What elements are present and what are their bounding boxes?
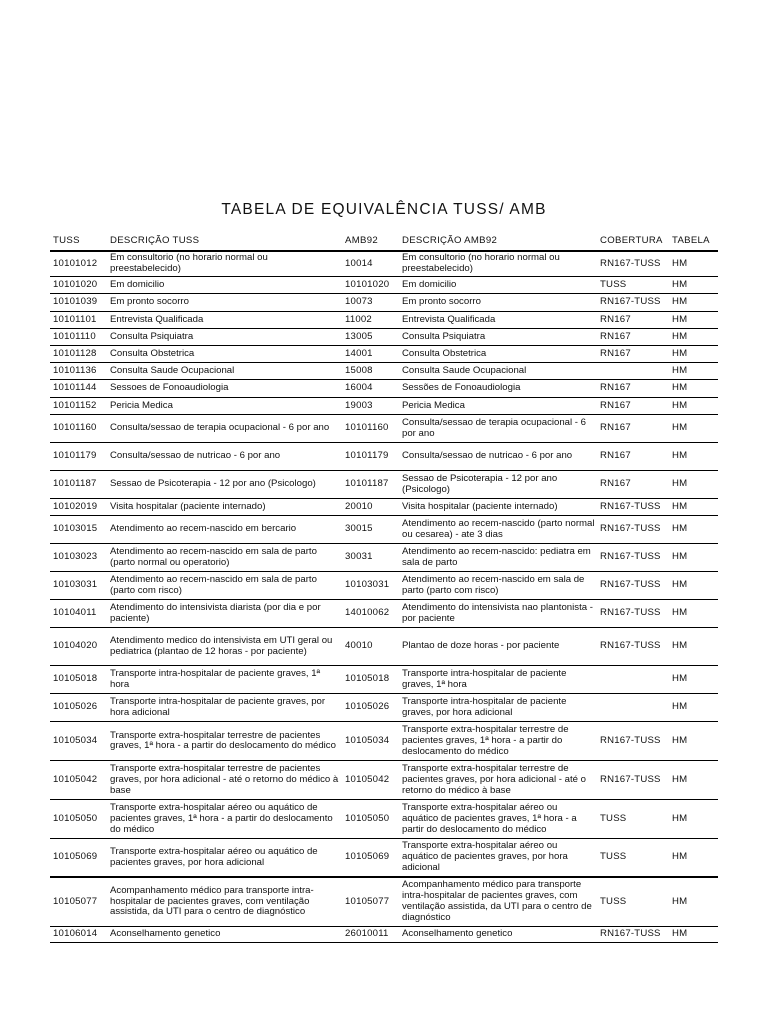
cell-descricao-tuss: Transporte extra-hospitalar terrestre de pacientes graves, por hora adicional - até o retorno do médico à base bbox=[107, 761, 342, 800]
cell-descricao-tuss: Consulta Psiquiatra bbox=[107, 329, 342, 346]
cell-tabela: HM bbox=[669, 312, 718, 329]
cell-amb92-code: 10101187 bbox=[342, 471, 399, 499]
cell-tuss-code: 10101110 bbox=[50, 329, 107, 346]
cell-tabela: HM bbox=[669, 499, 718, 516]
cell-tuss-code: 10105069 bbox=[50, 839, 107, 877]
cell-tabela: HM bbox=[669, 572, 718, 600]
cell-descricao-tuss: Entrevista Qualificada bbox=[107, 312, 342, 329]
cell-tabela: HM bbox=[669, 329, 718, 346]
cell-descricao-amb92: Consulta Saude Ocupacional bbox=[399, 363, 597, 380]
cell-amb92-code: 10014 bbox=[342, 251, 399, 277]
header-descricao-amb92: DESCRIÇÃO AMB92 bbox=[399, 232, 597, 251]
cell-descricao-tuss: Atendimento ao recem-nascido em bercario bbox=[107, 516, 342, 544]
table-row bbox=[50, 800, 718, 839]
cell-descricao-tuss: Consulta Obstetrica bbox=[107, 346, 342, 363]
cell-descricao-amb92: Transporte intra-hospitalar de paciente graves, por hora adicional bbox=[399, 694, 597, 722]
table-row bbox=[50, 398, 718, 415]
cell-descricao-tuss: Atendimento do intensivista diarista (por dia e por paciente) bbox=[107, 600, 342, 628]
cell-tabela: HM bbox=[669, 877, 718, 927]
cell-tuss-code: 10101136 bbox=[50, 363, 107, 380]
cell-descricao-amb92: Transporte intra-hospitalar de paciente graves, 1ª hora bbox=[399, 666, 597, 694]
cell-tabela: HM bbox=[669, 471, 718, 499]
cell-descricao-tuss: Transporte extra-hospitalar aéreo ou aquático de pacientes graves, 1ª hora - a partir do deslocamento do médico bbox=[107, 800, 342, 839]
cell-amb92-code: 14010062 bbox=[342, 600, 399, 628]
cell-cobertura bbox=[597, 694, 669, 722]
table-row bbox=[50, 877, 718, 927]
cell-amb92-code: 30015 bbox=[342, 516, 399, 544]
header-tuss: TUSS bbox=[50, 232, 107, 251]
table-row bbox=[50, 600, 718, 628]
cell-tuss-code: 10101179 bbox=[50, 443, 107, 471]
cell-descricao-amb92: Em consultorio (no horario normal ou preestabelecido) bbox=[399, 251, 597, 277]
cell-amb92-code: 10073 bbox=[342, 294, 399, 312]
cell-tuss-code: 10101012 bbox=[50, 251, 107, 277]
table-row bbox=[50, 761, 718, 800]
cell-tabela: HM bbox=[669, 839, 718, 877]
cell-amb92-code: 10105050 bbox=[342, 800, 399, 839]
cell-descricao-amb92: Consulta/sessao de nutricao - 6 por ano bbox=[399, 443, 597, 471]
cell-cobertura: RN167-TUSS bbox=[597, 499, 669, 516]
cell-descricao-amb92: Transporte extra-hospitalar aéreo ou aquático de pacientes graves, 1ª hora - a partir do deslocamento do médico bbox=[399, 800, 597, 839]
cell-cobertura: TUSS bbox=[597, 877, 669, 927]
cell-tabela: HM bbox=[669, 694, 718, 722]
cell-cobertura: RN167 bbox=[597, 443, 669, 471]
cell-descricao-amb92: Aconselhamento genetico bbox=[399, 927, 597, 943]
cell-tuss-code: 10103031 bbox=[50, 572, 107, 600]
cell-tuss-code: 10104020 bbox=[50, 628, 107, 666]
table-row bbox=[50, 415, 718, 443]
cell-amb92-code: 10101020 bbox=[342, 277, 399, 294]
cell-tabela: HM bbox=[669, 363, 718, 380]
table-row bbox=[50, 516, 718, 544]
cell-amb92-code: 10101160 bbox=[342, 415, 399, 443]
cell-descricao-amb92: Em domicilio bbox=[399, 277, 597, 294]
cell-descricao-amb92: Atendimento do intensivista nao plantonista - por paciente bbox=[399, 600, 597, 628]
cell-amb92-code: 20010 bbox=[342, 499, 399, 516]
cell-tuss-code: 10101144 bbox=[50, 380, 107, 398]
cell-amb92-code: 10105018 bbox=[342, 666, 399, 694]
cell-descricao-amb92: Entrevista Qualificada bbox=[399, 312, 597, 329]
cell-amb92-code: 26010011 bbox=[342, 927, 399, 943]
cell-cobertura: RN167-TUSS bbox=[597, 544, 669, 572]
cell-amb92-code: 10101179 bbox=[342, 443, 399, 471]
cell-tuss-code: 10105034 bbox=[50, 722, 107, 761]
cell-tabela: HM bbox=[669, 600, 718, 628]
table-row bbox=[50, 277, 718, 294]
cell-amb92-code: 10105026 bbox=[342, 694, 399, 722]
cell-cobertura: TUSS bbox=[597, 839, 669, 877]
cell-descricao-tuss: Transporte intra-hospitalar de paciente graves, 1ª hora bbox=[107, 666, 342, 694]
cell-cobertura: RN167 bbox=[597, 398, 669, 415]
cell-descricao-amb92: Visita hospitalar (paciente internado) bbox=[399, 499, 597, 516]
cell-cobertura: RN167 bbox=[597, 312, 669, 329]
table-row bbox=[50, 666, 718, 694]
table-row bbox=[50, 380, 718, 398]
cell-amb92-code: 11002 bbox=[342, 312, 399, 329]
cell-tuss-code: 10103015 bbox=[50, 516, 107, 544]
cell-tabela: HM bbox=[669, 277, 718, 294]
table-row bbox=[50, 346, 718, 363]
cell-descricao-amb92: Transporte extra-hospitalar aéreo ou aquático de pacientes graves, por hora adicional bbox=[399, 839, 597, 877]
table-row bbox=[50, 722, 718, 761]
cell-amb92-code: 40010 bbox=[342, 628, 399, 666]
cell-amb92-code: 16004 bbox=[342, 380, 399, 398]
cell-descricao-amb92: Consulta Obstetrica bbox=[399, 346, 597, 363]
table-row bbox=[50, 363, 718, 380]
cell-tuss-code: 10105077 bbox=[50, 877, 107, 927]
cell-descricao-tuss: Em domicilio bbox=[107, 277, 342, 294]
cell-tuss-code: 10105026 bbox=[50, 694, 107, 722]
cell-descricao-amb92: Atendimento ao recem-nascido (parto normal ou cesarea) - ate 3 dias bbox=[399, 516, 597, 544]
cell-tabela: HM bbox=[669, 544, 718, 572]
cell-cobertura: RN167-TUSS bbox=[597, 600, 669, 628]
cell-descricao-tuss: Aconselhamento genetico bbox=[107, 927, 342, 943]
cell-amb92-code: 13005 bbox=[342, 329, 399, 346]
cell-tabela: HM bbox=[669, 443, 718, 471]
cell-descricao-tuss: Pericia Medica bbox=[107, 398, 342, 415]
cell-descricao-amb92: Atendimento ao recem-nascido em sala de parto (parto com risco) bbox=[399, 572, 597, 600]
cell-descricao-tuss: Sessao de Psicoterapia - 12 por ano (Psicologo) bbox=[107, 471, 342, 499]
cell-tuss-code: 10101039 bbox=[50, 294, 107, 312]
table-row bbox=[50, 443, 718, 471]
cell-tuss-code: 10101160 bbox=[50, 415, 107, 443]
cell-descricao-tuss: Consulta Saude Ocupacional bbox=[107, 363, 342, 380]
cell-descricao-tuss: Transporte intra-hospitalar de paciente graves, por hora adicional bbox=[107, 694, 342, 722]
header-cobertura: COBERTURA bbox=[597, 232, 669, 251]
cell-cobertura: RN167-TUSS bbox=[597, 294, 669, 312]
cell-tuss-code: 10103023 bbox=[50, 544, 107, 572]
table-header bbox=[50, 232, 718, 251]
table-row bbox=[50, 312, 718, 329]
cell-descricao-amb92: Acompanhamento médico para transporte intra-hospitalar de pacientes graves, com ventilação assistida, da UTI para o centro de diagnóstico bbox=[399, 877, 597, 927]
cell-tabela: HM bbox=[669, 294, 718, 312]
table-body bbox=[50, 251, 718, 943]
cell-descricao-tuss: Em consultorio (no horario normal ou preestabelecido) bbox=[107, 251, 342, 277]
page-title: TABELA DE EQUIVALÊNCIA TUSS/ AMB bbox=[221, 201, 547, 218]
cell-descricao-tuss: Consulta/sessao de terapia ocupacional - 6 por ano bbox=[107, 415, 342, 443]
cell-amb92-code: 19003 bbox=[342, 398, 399, 415]
cell-tuss-code: 10101187 bbox=[50, 471, 107, 499]
table-row bbox=[50, 251, 718, 277]
table-row bbox=[50, 572, 718, 600]
table-row bbox=[50, 294, 718, 312]
cell-tuss-code: 10104011 bbox=[50, 600, 107, 628]
cell-descricao-tuss: Atendimento medico do intensivista em UTI geral ou pediatrica (plantao de 12 horas - por paciente) bbox=[107, 628, 342, 666]
cell-tabela: HM bbox=[669, 380, 718, 398]
cell-descricao-tuss: Sessoes de Fonoaudiologia bbox=[107, 380, 342, 398]
cell-descricao-amb92: Consulta Psiquiatra bbox=[399, 329, 597, 346]
table-row bbox=[50, 628, 718, 666]
header-row bbox=[50, 232, 718, 251]
cell-cobertura: RN167 bbox=[597, 471, 669, 499]
cell-descricao-tuss: Visita hospitalar (paciente internado) bbox=[107, 499, 342, 516]
cell-tuss-code: 10101152 bbox=[50, 398, 107, 415]
table-row bbox=[50, 329, 718, 346]
cell-tuss-code: 10105018 bbox=[50, 666, 107, 694]
cell-descricao-amb92: Plantao de doze horas - por paciente bbox=[399, 628, 597, 666]
cell-tabela: HM bbox=[669, 398, 718, 415]
cell-descricao-amb92: Em pronto socorro bbox=[399, 294, 597, 312]
cell-cobertura: RN167 bbox=[597, 346, 669, 363]
cell-tuss-code: 10105042 bbox=[50, 761, 107, 800]
cell-descricao-amb92: Sessao de Psicoterapia - 12 por ano (Psicologo) bbox=[399, 471, 597, 499]
cell-cobertura: TUSS bbox=[597, 277, 669, 294]
header-descricao-tuss: DESCRIÇÃO TUSS bbox=[107, 232, 342, 251]
cell-amb92-code: 10105034 bbox=[342, 722, 399, 761]
cell-cobertura: RN167-TUSS bbox=[597, 516, 669, 544]
header-tabela: TABELA bbox=[669, 232, 718, 251]
cell-tuss-code: 10101128 bbox=[50, 346, 107, 363]
cell-descricao-tuss: Acompanhamento médico para transporte intra-hospitalar de pacientes graves, com ventilação assistida, da UTI para o centro de diagnóstico bbox=[107, 877, 342, 927]
cell-amb92-code: 10105042 bbox=[342, 761, 399, 800]
cell-amb92-code: 14001 bbox=[342, 346, 399, 363]
cell-cobertura: RN167-TUSS bbox=[597, 722, 669, 761]
cell-tabela: HM bbox=[669, 722, 718, 761]
cell-cobertura: RN167 bbox=[597, 329, 669, 346]
cell-tuss-code: 10105050 bbox=[50, 800, 107, 839]
cell-amb92-code: 15008 bbox=[342, 363, 399, 380]
table-row bbox=[50, 499, 718, 516]
cell-descricao-tuss: Transporte extra-hospitalar terrestre de pacientes graves, 1ª hora - a partir do deslocamento do médico bbox=[107, 722, 342, 761]
cell-descricao-tuss: Em pronto socorro bbox=[107, 294, 342, 312]
cell-descricao-amb92: Transporte extra-hospitalar terrestre de pacientes graves, 1ª hora - a partir do deslocamento do médico bbox=[399, 722, 597, 761]
cell-cobertura: RN167-TUSS bbox=[597, 251, 669, 277]
cell-cobertura: TUSS bbox=[597, 800, 669, 839]
table-row bbox=[50, 471, 718, 499]
cell-tabela: HM bbox=[669, 927, 718, 943]
cell-descricao-amb92: Pericia Medica bbox=[399, 398, 597, 415]
equivalence-table bbox=[50, 232, 718, 943]
cell-amb92-code: 10105077 bbox=[342, 877, 399, 927]
cell-cobertura bbox=[597, 666, 669, 694]
cell-cobertura: RN167 bbox=[597, 380, 669, 398]
cell-cobertura: RN167-TUSS bbox=[597, 628, 669, 666]
cell-tuss-code: 10101101 bbox=[50, 312, 107, 329]
cell-tabela: HM bbox=[669, 666, 718, 694]
table-row bbox=[50, 544, 718, 572]
cell-amb92-code: 10105069 bbox=[342, 839, 399, 877]
cell-tabela: HM bbox=[669, 415, 718, 443]
cell-cobertura: RN167-TUSS bbox=[597, 761, 669, 800]
cell-descricao-tuss: Atendimento ao recem-nascido em sala de parto (parto normal ou operatorio) bbox=[107, 544, 342, 572]
cell-cobertura: RN167-TUSS bbox=[597, 572, 669, 600]
cell-descricao-amb92: Transporte extra-hospitalar terrestre de pacientes graves, por hora adicional - até o retorno do médico à base bbox=[399, 761, 597, 800]
cell-descricao-amb92: Sessões de Fonoaudiologia bbox=[399, 380, 597, 398]
cell-descricao-amb92: Atendimento ao recem-nascido: pediatra em sala de parto bbox=[399, 544, 597, 572]
cell-tabela: HM bbox=[669, 516, 718, 544]
table-row bbox=[50, 839, 718, 877]
header-amb92: AMB92 bbox=[342, 232, 399, 251]
cell-tuss-code: 10106014 bbox=[50, 927, 107, 943]
cell-tuss-code: 10101020 bbox=[50, 277, 107, 294]
cell-tabela: HM bbox=[669, 251, 718, 277]
cell-cobertura bbox=[597, 363, 669, 380]
cell-tabela: HM bbox=[669, 628, 718, 666]
cell-tuss-code: 10102019 bbox=[50, 499, 107, 516]
cell-amb92-code: 30031 bbox=[342, 544, 399, 572]
cell-descricao-tuss: Consulta/sessao de nutricao - 6 por ano bbox=[107, 443, 342, 471]
cell-descricao-tuss: Transporte extra-hospitalar aéreo ou aquático de pacientes graves, por hora adicional bbox=[107, 839, 342, 877]
cell-tabela: HM bbox=[669, 346, 718, 363]
cell-cobertura: RN167 bbox=[597, 415, 669, 443]
table-row bbox=[50, 694, 718, 722]
cell-descricao-tuss: Atendimento ao recem-nascido em sala de parto (parto com risco) bbox=[107, 572, 342, 600]
cell-cobertura: RN167-TUSS bbox=[597, 927, 669, 943]
cell-descricao-amb92: Consulta/sessao de terapia ocupacional - 6 por ano bbox=[399, 415, 597, 443]
cell-amb92-code: 10103031 bbox=[342, 572, 399, 600]
cell-tabela: HM bbox=[669, 800, 718, 839]
table-row bbox=[50, 927, 718, 943]
cell-tabela: HM bbox=[669, 761, 718, 800]
